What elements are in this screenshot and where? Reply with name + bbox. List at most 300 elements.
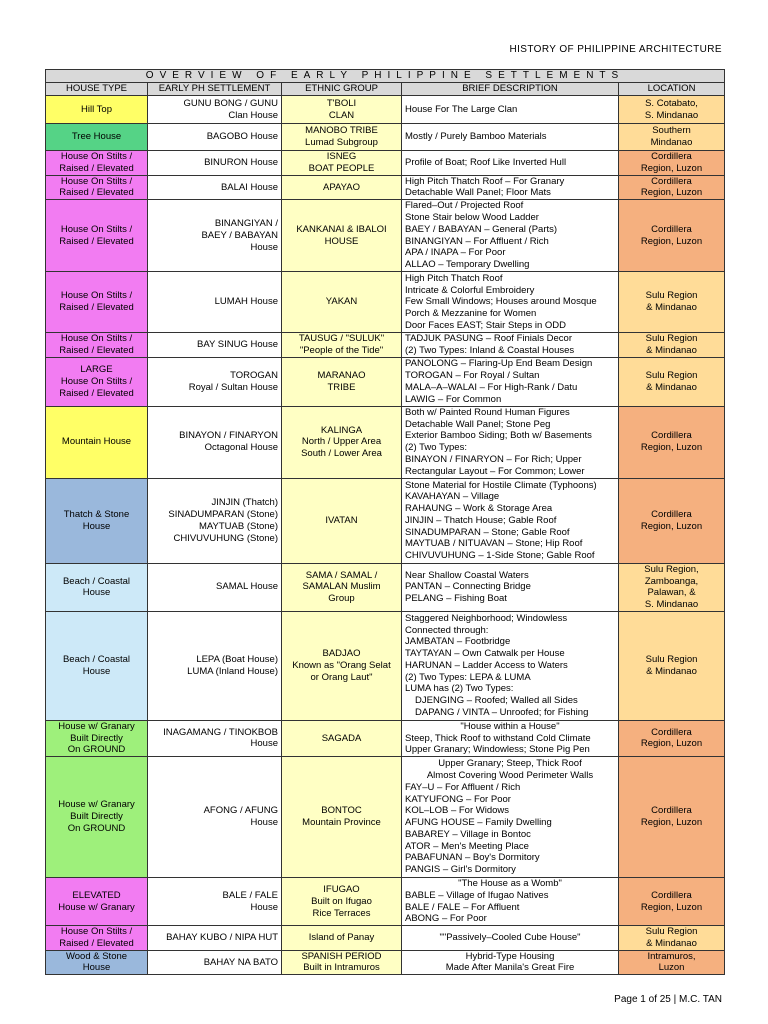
house-type-cell-line: Raised / Elevated	[59, 162, 134, 174]
description-line: TADJUK PASUNG – Roof Finials Decor	[405, 333, 572, 345]
location-cell-line: Cordillera	[651, 151, 692, 163]
settlements-table	[45, 69, 725, 975]
description-cell	[402, 200, 619, 272]
settlement-cell-line: CHIVUVUHUNG (Stone)	[173, 532, 278, 544]
house-type-cell-line: House On Stilts /	[60, 926, 133, 938]
description-line: BALE / FALE – For Affluent	[405, 901, 520, 913]
house-type-cell	[46, 151, 148, 176]
house-type-cell	[46, 478, 148, 563]
description-line: FAY–U – For Affluent / Rich	[405, 781, 521, 793]
ethnic-group-cell-line: TRIBE	[327, 381, 356, 393]
location-cell-line: Sulu Region	[645, 369, 698, 381]
ethnic-group-cell-line: BONTOC	[321, 805, 362, 817]
description-line: Upper Granary; Steep, Thick Roof	[438, 758, 582, 770]
location-cell-line: & Mindanao	[646, 344, 697, 356]
table-row	[46, 926, 725, 951]
ethnic-group-cell-line: MANOBO TRIBE	[305, 125, 378, 137]
location-cell	[619, 272, 725, 333]
settlement-cell-line: House	[250, 817, 278, 829]
house-type-cell-line: House On Stilts /	[60, 223, 133, 235]
location-cell	[619, 563, 725, 611]
description-line: KOL–LOB – For Widows	[405, 805, 510, 817]
ethnic-group-cell-line: CLAN	[328, 109, 355, 121]
description-cell	[402, 96, 619, 124]
description-line: House For The Large Clan	[405, 103, 518, 115]
location-cell-line: Region, Luzon	[640, 520, 703, 532]
house-type-cell-line: House On Stilts /	[60, 333, 133, 345]
description-cell	[402, 175, 619, 200]
description-line: DJENGING – Roofed; Walled all Sides	[415, 695, 578, 707]
table-row	[46, 878, 725, 926]
description-line: BAEY / BABAYAN – General (Parts)	[405, 223, 558, 235]
location-cell-line: & Mindanao	[646, 665, 697, 677]
house-type-cell-line: Thatch & Stone	[63, 508, 130, 520]
description-line: High Pitch Thatch Roof	[405, 272, 503, 284]
settlement-cell	[148, 200, 282, 272]
house-type-cell-line: House	[82, 587, 111, 599]
house-type-cell	[46, 96, 148, 124]
location-cell	[619, 175, 725, 200]
location-cell-line: S. Mindanao	[644, 109, 699, 121]
settlement-cell	[148, 175, 282, 200]
settlement-cell-line: MAYTUAB (Stone)	[198, 520, 278, 532]
house-type-cell	[46, 406, 148, 478]
settlement-cell-line: SAMAL House	[216, 581, 278, 593]
ethnic-group-cell	[282, 151, 402, 176]
location-cell-line: Region, Luzon	[640, 187, 703, 199]
description-line: Exterior Bamboo Siding; Both w/ Basements	[405, 430, 592, 442]
house-type-cell-line: On GROUND	[67, 822, 126, 834]
description-cell	[402, 757, 619, 878]
house-type-cell	[46, 200, 148, 272]
house-type-cell-line: Built Directly	[70, 811, 123, 823]
location-cell	[619, 611, 725, 720]
settlement-cell	[148, 611, 282, 720]
settlement-cell	[148, 563, 282, 611]
ethnic-group-cell-line: Known as "Orang Selat	[292, 659, 391, 671]
column-header-description: BRIEF DESCRIPTION	[402, 83, 619, 96]
house-type-cell-line: House w/ Granary	[58, 720, 135, 732]
description-line: DAPANG / VINTA – Unroofed; for Fishing	[415, 706, 589, 718]
settlement-cell-line: BAGOBO House	[206, 131, 278, 143]
description-line: BABLE – Village of Ifugao Natives	[405, 889, 549, 901]
location-cell	[619, 757, 725, 878]
ethnic-group-cell-line: MARANAO	[317, 369, 366, 381]
settlement-cell-line: House	[250, 738, 278, 750]
settlement-cell-line: BAY SINUG House	[197, 339, 278, 351]
description-line: MALA–A–WALAI – For High-Rank / Datu	[405, 381, 578, 393]
ethnic-group-cell-line: APAYAO	[323, 181, 360, 193]
description-cell	[402, 151, 619, 176]
description-line: SINADUMPARAN – Stone; Gable Roof	[405, 526, 570, 538]
page-header: HISTORY OF PHILIPPINE ARCHITECTURE	[509, 44, 722, 55]
location-cell	[619, 333, 725, 358]
location-cell-line: Sulu Region	[645, 926, 698, 938]
house-type-cell-line: House On Stilts /	[60, 290, 133, 302]
description-line: ABONG – For Poor	[405, 913, 487, 925]
settlement-cell-line: SINADUMPARAN (Stone)	[168, 508, 278, 520]
description-line: "The House as a Womb"	[458, 878, 562, 890]
house-type-cell-line: Mountain House	[61, 436, 132, 448]
location-cell-line: Sulu Region,	[644, 563, 699, 575]
settlement-cell-line: BINANGIYAN /	[214, 218, 278, 230]
house-type-cell	[46, 563, 148, 611]
table-row	[46, 124, 725, 151]
location-cell-line: Zamboanga,	[644, 575, 699, 587]
location-cell-line: Region, Luzon	[640, 817, 703, 829]
description-line: KAVAHAYAN – Village	[405, 491, 500, 503]
settlement-cell-line: Royal / Sultan House	[188, 381, 278, 393]
description-line: RAHAUNG – Work & Storage Area	[405, 503, 553, 515]
location-cell-line: S. Cotabato,	[645, 97, 698, 109]
description-cell	[402, 563, 619, 611]
house-type-cell-line: House	[82, 962, 111, 974]
location-cell	[619, 406, 725, 478]
description-line: HARUNAN – Ladder Access to Waters	[405, 659, 568, 671]
location-cell	[619, 151, 725, 176]
house-type-cell-line: Raised / Elevated	[59, 937, 134, 949]
description-line: Door Faces EAST; Stair Steps in ODD	[405, 319, 567, 331]
house-type-cell-line: Raised / Elevated	[59, 235, 134, 247]
description-line: Connected through:	[405, 624, 489, 636]
table-body	[46, 96, 725, 975]
description-cell	[402, 124, 619, 151]
location-cell-line: & Mindanao	[646, 302, 697, 314]
description-line: TOROGAN – For Royal / Sultan	[405, 369, 540, 381]
description-cell	[402, 333, 619, 358]
location-cell-line: Intramuros,	[647, 950, 696, 962]
ethnic-group-cell-line: SAMALAN Muslim	[302, 581, 381, 593]
house-type-cell-line: House On Stilts /	[60, 375, 133, 387]
table-row	[46, 757, 725, 878]
location-cell	[619, 96, 725, 124]
description-line: "House within a House"	[460, 720, 560, 732]
settlement-cell	[148, 406, 282, 478]
description-line: KATYUFONG – For Poor	[405, 793, 511, 805]
house-type-cell-line: Raised / Elevated	[59, 302, 134, 314]
settlement-cell-line: BINURON House	[204, 157, 278, 169]
ethnic-group-cell-line: TAUSUG / "SULUK"	[298, 333, 385, 345]
location-cell-line: & Mindanao	[646, 381, 697, 393]
column-headers	[46, 83, 725, 96]
ethnic-group-cell-line: Rice Terraces	[312, 907, 371, 919]
settlement-cell-line: LEPA (Boat House)	[196, 654, 278, 666]
table-row	[46, 272, 725, 333]
description-cell	[402, 950, 619, 975]
ethnic-group-cell-line: ISNEG	[326, 151, 357, 163]
ethnic-group-cell-line: Group	[328, 593, 355, 605]
ethnic-group-cell	[282, 175, 402, 200]
description-line: Hybrid-Type Housing	[465, 950, 555, 962]
house-type-cell	[46, 333, 148, 358]
description-line: JINJIN – Thatch House; Gable Roof	[405, 514, 557, 526]
description-line: Upper Granary; Windowless; Stone Pig Pen	[405, 744, 590, 756]
column-header-settlement: EARLY PH SETTLEMENT	[148, 83, 282, 96]
description-line: CHIVUVUHUNG – 1-Side Stone; Gable Roof	[405, 550, 595, 562]
house-type-cell	[46, 124, 148, 151]
table-row	[46, 611, 725, 720]
house-type-cell	[46, 720, 148, 756]
description-line: AFUNG HOUSE – Family Dwelling	[405, 817, 552, 829]
location-cell-line: Region, Luzon	[640, 235, 703, 247]
location-cell	[619, 878, 725, 926]
settlement-cell-line: House	[250, 241, 278, 253]
house-type-cell-line: House	[82, 665, 111, 677]
location-cell	[619, 124, 725, 151]
settlement-cell	[148, 357, 282, 406]
description-line: ATOR – Men's Meeting Place	[405, 840, 529, 852]
settlement-cell-line: AFONG / AFUNG	[203, 805, 278, 817]
ethnic-group-cell	[282, 926, 402, 951]
settlement-cell	[148, 878, 282, 926]
description-line: TAYTAYAN – Own Catwalk per House	[405, 648, 565, 660]
description-line: MAYTUAB / NITUAVAN – Stone; Hip Roof	[405, 538, 583, 550]
ethnic-group-cell	[282, 878, 402, 926]
settlement-cell-line: BALE / FALE	[222, 889, 278, 901]
location-cell-line: Sulu Region	[645, 290, 698, 302]
description-line: Few Small Windows; Houses around Mosque	[405, 296, 597, 308]
settlement-cell-line: Clan House	[228, 109, 278, 121]
ethnic-group-cell	[282, 406, 402, 478]
description-cell	[402, 720, 619, 756]
house-type-cell	[46, 611, 148, 720]
ethnic-group-cell-line: BADJAO	[322, 648, 361, 660]
settlement-cell-line: BAEY / BABAYAN	[201, 229, 278, 241]
location-cell	[619, 357, 725, 406]
house-type-cell-line: Beach / Coastal	[62, 575, 131, 587]
ethnic-group-cell-line: Lumad Subgroup	[305, 137, 378, 149]
ethnic-group-cell-line: Mountain Province	[302, 817, 381, 829]
column-header-house-type: HOUSE TYPE	[46, 83, 148, 96]
ethnic-group-cell-line: IVATAN	[325, 514, 358, 526]
ethnic-group-cell	[282, 950, 402, 975]
description-line: Intricate & Colorful Embroidery	[405, 284, 535, 296]
ethnic-group-cell	[282, 478, 402, 563]
description-cell	[402, 611, 619, 720]
location-cell-line: Region, Luzon	[640, 901, 703, 913]
description-line: PELANG – Fishing Boat	[405, 593, 507, 605]
house-type-cell	[46, 272, 148, 333]
description-line: Detachable Wall Panel; Stone Peg	[405, 418, 551, 430]
house-type-cell-line: Built Directly	[70, 732, 123, 744]
ethnic-group-cell	[282, 563, 402, 611]
location-cell	[619, 926, 725, 951]
ethnic-group-cell-line: KALINGA	[320, 424, 363, 436]
table-row	[46, 563, 725, 611]
description-line: High Pitch Thatch Roof – For Granary	[405, 175, 565, 187]
location-cell-line: Cordillera	[651, 223, 692, 235]
house-type-cell	[46, 926, 148, 951]
settlement-cell-line: BINAYON / FINARYON	[179, 430, 278, 442]
description-line: Steep, Thick Roof to withstand Cold Climate	[405, 732, 591, 744]
settlement-cell-line: BAHAY NA BATO	[203, 956, 278, 968]
settlement-cell	[148, 124, 282, 151]
house-type-cell	[46, 175, 148, 200]
table-row	[46, 478, 725, 563]
settlement-cell-line: BALAI House	[220, 181, 278, 193]
table-row	[46, 357, 725, 406]
settlement-cell-line: TOROGAN	[230, 369, 278, 381]
ethnic-group-cell-line: North / Upper Area	[301, 436, 382, 448]
house-type-cell-line: On GROUND	[67, 744, 126, 756]
description-line: APA / INAPA – For Poor	[405, 247, 506, 259]
ethnic-group-cell-line: SAMA / SAMAL /	[305, 569, 378, 581]
settlement-cell-line: BAHAY KUBO / NIPA HUT	[166, 932, 278, 944]
description-line: PANOLONG – Flaring-Up End Beam Design	[405, 358, 593, 370]
settlement-cell	[148, 272, 282, 333]
location-cell	[619, 720, 725, 756]
location-cell-line: Cordillera	[651, 430, 692, 442]
description-line: LUMA has (2) Two Types:	[405, 683, 514, 695]
house-type-cell-line: ELEVATED	[72, 889, 121, 901]
description-line: Near Shallow Coastal Waters	[405, 569, 529, 581]
table-row	[46, 96, 725, 124]
location-cell-line: Cordillera	[651, 175, 692, 187]
location-cell	[619, 950, 725, 975]
ethnic-group-cell	[282, 611, 402, 720]
description-line: Porch & Mezzanine for Women	[405, 308, 537, 320]
settlement-cell	[148, 333, 282, 358]
house-type-cell	[46, 757, 148, 878]
settlement-cell-line: Octagonal House	[204, 442, 278, 454]
location-cell-line: Mindanao	[650, 137, 693, 149]
house-type-cell-line: Beach / Coastal	[62, 654, 131, 666]
settlement-cell	[148, 720, 282, 756]
location-cell-line: Cordillera	[651, 508, 692, 520]
description-cell	[402, 406, 619, 478]
ethnic-group-cell	[282, 200, 402, 272]
house-type-cell-line: LARGE	[80, 364, 113, 376]
ethnic-group-cell-line: SAGADA	[321, 732, 362, 744]
settlement-cell-line: INAGAMANG / TINOKBOB	[163, 726, 278, 738]
ethnic-group-cell	[282, 124, 402, 151]
description-line: (2) Two Types: Inland & Coastal Houses	[405, 344, 575, 356]
house-type-cell-line: Wood & Stone	[65, 950, 128, 962]
settlement-cell-line: JINJIN (Thatch)	[211, 497, 278, 509]
location-cell-line: Southern	[652, 125, 691, 137]
ethnic-group-cell	[282, 757, 402, 878]
location-cell-line: Cordillera	[651, 726, 692, 738]
description-line: BINANGIYAN – For Affluent / Rich	[405, 235, 549, 247]
description-line: BINAYON / FINARYON – For Rich; Upper	[405, 454, 582, 466]
table-row	[46, 950, 725, 975]
description-line: PANTAN – Connecting Bridge	[405, 581, 531, 593]
location-cell	[619, 200, 725, 272]
ethnic-group-cell-line: Built on Ifugao	[311, 895, 372, 907]
description-line: PABAFUNAN – Boy's Dormitory	[405, 852, 540, 864]
ethnic-group-cell-line: KANKANAI & IBALOI	[296, 223, 387, 235]
table-row	[46, 720, 725, 756]
house-type-cell-line: House	[82, 520, 111, 532]
location-cell-line: & Mindanao	[646, 937, 697, 949]
location-cell-line: Cordillera	[651, 805, 692, 817]
house-type-cell-line: Raised / Elevated	[59, 187, 134, 199]
settlement-cell	[148, 478, 282, 563]
ethnic-group-cell-line: T'BOLI	[326, 97, 357, 109]
description-line: Stone Material for Hostile Climate (Typhoons)	[405, 479, 597, 491]
ethnic-group-cell	[282, 333, 402, 358]
ethnic-group-cell-line: Island of Panay	[308, 932, 375, 944]
description-line: LAWIG – For Common	[405, 393, 502, 405]
description-cell	[402, 878, 619, 926]
location-cell	[619, 478, 725, 563]
description-line: Rectangular Layout – For Common; Lower	[405, 465, 585, 477]
ethnic-group-cell-line: SPANISH PERIOD	[301, 950, 382, 962]
description-line: Mostly / Purely Bamboo Materials	[405, 131, 547, 143]
table-row	[46, 175, 725, 200]
description-line: Stone Stair below Wood Ladder	[405, 212, 539, 224]
description-line: Detachable Wall Panel; Floor Mats	[405, 187, 551, 199]
settlement-cell-line: LUMA (Inland House)	[187, 665, 278, 677]
settlement-cell-line: House	[250, 901, 278, 913]
settlement-cell	[148, 96, 282, 124]
description-line: PANGIS – Girl's Dormitory	[405, 864, 516, 876]
house-type-cell	[46, 878, 148, 926]
table-row	[46, 406, 725, 478]
description-line: JAMBATAN – Footbridge	[405, 636, 511, 648]
description-line: Both w/ Painted Round Human Figures	[405, 406, 570, 418]
location-cell-line: S. Mindanao	[644, 599, 699, 611]
settlement-cell-line: GUNU BONG / GUNU	[183, 97, 278, 109]
table-row	[46, 200, 725, 272]
location-cell-line: Sulu Region	[645, 333, 698, 345]
settlement-cell	[148, 926, 282, 951]
table-title: OVERVIEW OF EARLY PHILIPPINE SETTLEMENTS	[46, 70, 725, 83]
location-cell-line: Region, Luzon	[640, 738, 703, 750]
table-row	[46, 333, 725, 358]
description-cell	[402, 357, 619, 406]
house-type-cell-line: House On Stilts /	[60, 175, 133, 187]
description-cell	[402, 926, 619, 951]
column-header-ethnic-group: ETHNIC GROUP	[282, 83, 402, 96]
ethnic-group-cell	[282, 720, 402, 756]
description-line: Made After Manila's Great Fire	[445, 962, 575, 974]
description-line: ""Passively–Cooled Cube House"	[439, 932, 581, 944]
description-line: Staggered Neighborhood; Windowless	[405, 612, 568, 624]
description-line: ALLAO – Temporary Dwelling	[405, 259, 530, 271]
location-cell-line: Sulu Region	[645, 654, 698, 666]
ethnic-group-cell-line: or Orang Laut"	[310, 671, 373, 683]
ethnic-group-cell-line: IFUGAO	[323, 883, 360, 895]
description-line: (2) Two Types:	[405, 442, 467, 454]
location-cell-line: Cordillera	[651, 889, 692, 901]
description-cell	[402, 478, 619, 563]
ethnic-group-cell	[282, 357, 402, 406]
house-type-cell-line: House On Stilts /	[60, 151, 133, 163]
location-cell-line: Palawan, &	[647, 587, 696, 599]
location-cell-line: Region, Luzon	[640, 162, 703, 174]
description-line: Profile of Boat; Roof Like Inverted Hull	[405, 157, 567, 169]
settlement-cell-line: LUMAH House	[214, 296, 278, 308]
house-type-cell	[46, 357, 148, 406]
ethnic-group-cell-line: YAKAN	[325, 296, 358, 308]
settlement-cell	[148, 757, 282, 878]
description-line: Flared–Out / Projected Roof	[405, 200, 524, 212]
house-type-cell-line: Hill Top	[81, 103, 112, 115]
settlement-cell	[148, 151, 282, 176]
house-type-cell-line: House w/ Granary	[58, 901, 135, 913]
ethnic-group-cell-line: "People of the Tide"	[299, 344, 384, 356]
house-type-cell	[46, 950, 148, 975]
description-line: (2) Two Types: LEPA & LUMA	[405, 671, 531, 683]
page-footer: Page 1 of 25 | M.C. TAN	[614, 994, 722, 1005]
table-row	[46, 151, 725, 176]
description-cell	[402, 272, 619, 333]
house-type-cell-line: House w/ Granary	[58, 799, 135, 811]
ethnic-group-cell	[282, 272, 402, 333]
house-type-cell-line: Tree House	[71, 131, 122, 143]
house-type-cell-line: Raised / Elevated	[59, 387, 134, 399]
